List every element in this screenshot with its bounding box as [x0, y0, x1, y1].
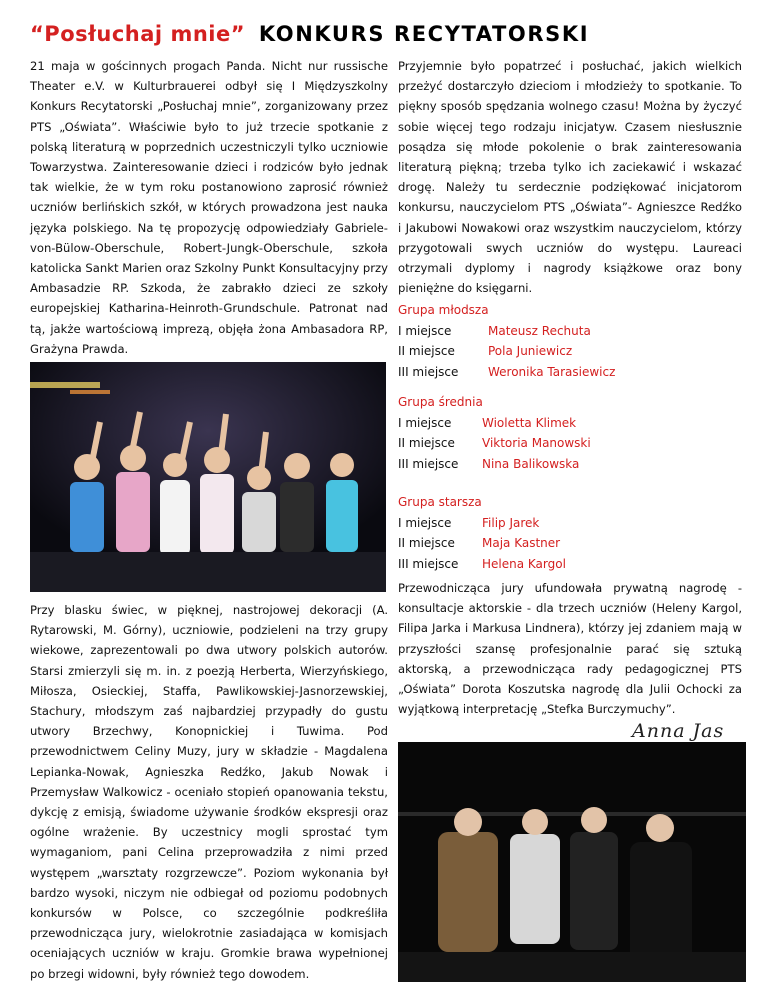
result-row [398, 554, 742, 575]
article-paragraph-event: Przy blasku świec, w pięknej, nastrojowej dekoracji (A. Rytarowski, M. Górny), uczniowie, podzieleni na trzy grupy wiekowe, zaprezentowali po dwa utwory polskich autorów. Starsi zmierzyli się m. in. z poezją Herberta, Wierzyńskiego, Miłosza, Osieckiej, Staffa, Pawlikowskiej-Jasnorzewskiej, Stachury, młodszym zaś najbardziej przypadły do gustu utwory Brzechwy, Konopnickiej i Tuwima. Pod przewodnictwem Celiny Muzy, jury w składzie - Magdalena Lepianka-Nowak, Agnieszka Redźko, Jakub Nowak i Przemysław Walkowicz - oceniało stopień opanowania tekstu, dykcję z emisją, świadome używanie środków ekspresji oraz ogólne wrażenie. By uczestnicy mogli sprostać tym wymaganiom, pani Celina przeprowadziła z nimi przed występem „warsztaty rozgrzewcze”. Poziom wykonania był bardzo wysoki, niczym nie odbiegał od poziomu podobnych konkursów w Polsce, co szczególnie podkreśliła przewodnicząca jury, wielokrotnie zasiadająca w komisjach oceniających uczniów w kraju. Gromkie brawa wypełnionej po brzegi widowni, były również tego dowodem. [30, 603, 388, 981]
photo-laureates-on-stage [398, 742, 746, 982]
result-row [398, 341, 742, 362]
result-row [398, 321, 742, 342]
result-name: Mateusz Rechuta [488, 323, 591, 338]
result-row [398, 454, 742, 475]
results-group-younger [398, 300, 742, 382]
result-row [398, 513, 742, 534]
result-place: II miejsce [398, 344, 455, 358]
title-main: KONKURS RECYTATORSKI [258, 22, 590, 46]
result-place: II miejsce [398, 436, 455, 450]
author-signature: Anna Jas [632, 720, 725, 742]
result-place: I miejsce [398, 323, 452, 338]
result-name: Pola Juniewicz [488, 344, 573, 358]
article-paragraph-intro: 21 maja w gościnnych progach Panda. Nicht nur russische Theater e.V. w Kulturbrauerei odbył się I Międzyszkolny Konkurs Recytatorski „Posłuchaj mnie”, zorganizowany przez PTS „Oświata”. Właściwie było to już trzecie spotkanie z polską literaturą w poprzednich uczestniczyli tylko uczniowie Towarzystwa. Zainteresowanie dzieci i rodziców było jednak tak wielkie, że w tym roku postanowiono zaprosić również uczniów berlińskich szkół, w których prowadzona jest nauka języka polskiego. Na tę propozycję odpowiedziały Gabriele-von-Bülow-Oberschule, Robert-Jungk-Oberschule, szkoła katolicka Sankt Marien oraz Szkolny Punkt Konsultacyjny przy Ambasadzie RP. Szkoda, że zabrakło dzieci ze szkoły europejskiej Katharina-Heinroth-Grundschule. Patronat nad tą, jakże wartościową imprezą, objęła żona Ambasadora RP, Grażyna Prawda. [30, 59, 388, 356]
result-place: II miejsce [398, 536, 455, 550]
article-paragraph-thanks: Przyjemnie było popatrzeć i posłuchać, jakich wielkich przeżyć dostarczyło dzieciom i młodzieży to spotkanie. To piękny sposób spędzania wolnego czasu! Można by życzyć sobie więcej tego rodzaju inicjatyw. Czasem niesłusznie posądza się młode pokolenie o brak zainteresowania literaturą piękną; trzeba tylko ich zaciekawić i wskazać drogę. Należy tu serdecznie podziękować inicjatorom konkursu, nauczycielom PTS „Oświata”- Agnieszce Redźko i Jakubowi Nowakowi oraz wszystkim nauczycielom, którzy przygotowali swych uczniów do występu. Laureaci otrzymali dyplomy i nagrody książkowe oraz bony pieniężne do księgarni. [398, 59, 742, 296]
photo-laureates-illustration [398, 742, 746, 982]
photo-children-on-stage [30, 362, 386, 592]
result-row [398, 433, 742, 454]
photo-children-illustration [30, 362, 386, 592]
result-place: I miejsce [398, 415, 452, 430]
article-paragraph-awards: Przewodnicząca jury ufundowała prywatną nagrodę - konsultacje aktorskie - dla trzech uczniów (Heleny Kargol, Filipa Jarka i Markusa Lindnera), którzy jej zdaniem mają w przyszłości szansę profesjonalnie parać się sztuką aktorską, a przewodnicząca rady pedagogicznej PTS „Oświata” Dorota Koszutska nagrodę dla Julii Ochocki za wyjątkową interpretację „Stefka Burczymuchy”. [398, 581, 742, 717]
results-group-middle [398, 392, 742, 474]
result-place: III miejsce [398, 456, 459, 471]
title-quote: “Posłuchaj mnie” [30, 22, 246, 46]
results-group-older [398, 492, 742, 574]
result-name: Viktoria Manowski [482, 436, 591, 450]
group-title: Grupa średnia [398, 395, 483, 409]
result-name: Maja Kastner [482, 536, 561, 550]
result-place: III miejsce [398, 364, 459, 379]
page-title [30, 22, 750, 54]
group-title: Grupa starsza [398, 495, 482, 509]
result-row [398, 362, 742, 383]
result-row [398, 533, 742, 554]
result-place: I miejsce [398, 515, 452, 530]
group-title: Grupa młodsza [398, 303, 489, 317]
result-place: III miejsce [398, 556, 459, 571]
result-name: Nina Balikowska [482, 456, 580, 471]
result-row [398, 413, 742, 434]
result-name: Filip Jarek [482, 515, 540, 530]
result-name: Helena Kargol [482, 556, 566, 571]
result-name: Wioletta Klimek [482, 415, 577, 430]
result-name: Weronika Tarasiewicz [488, 364, 616, 379]
